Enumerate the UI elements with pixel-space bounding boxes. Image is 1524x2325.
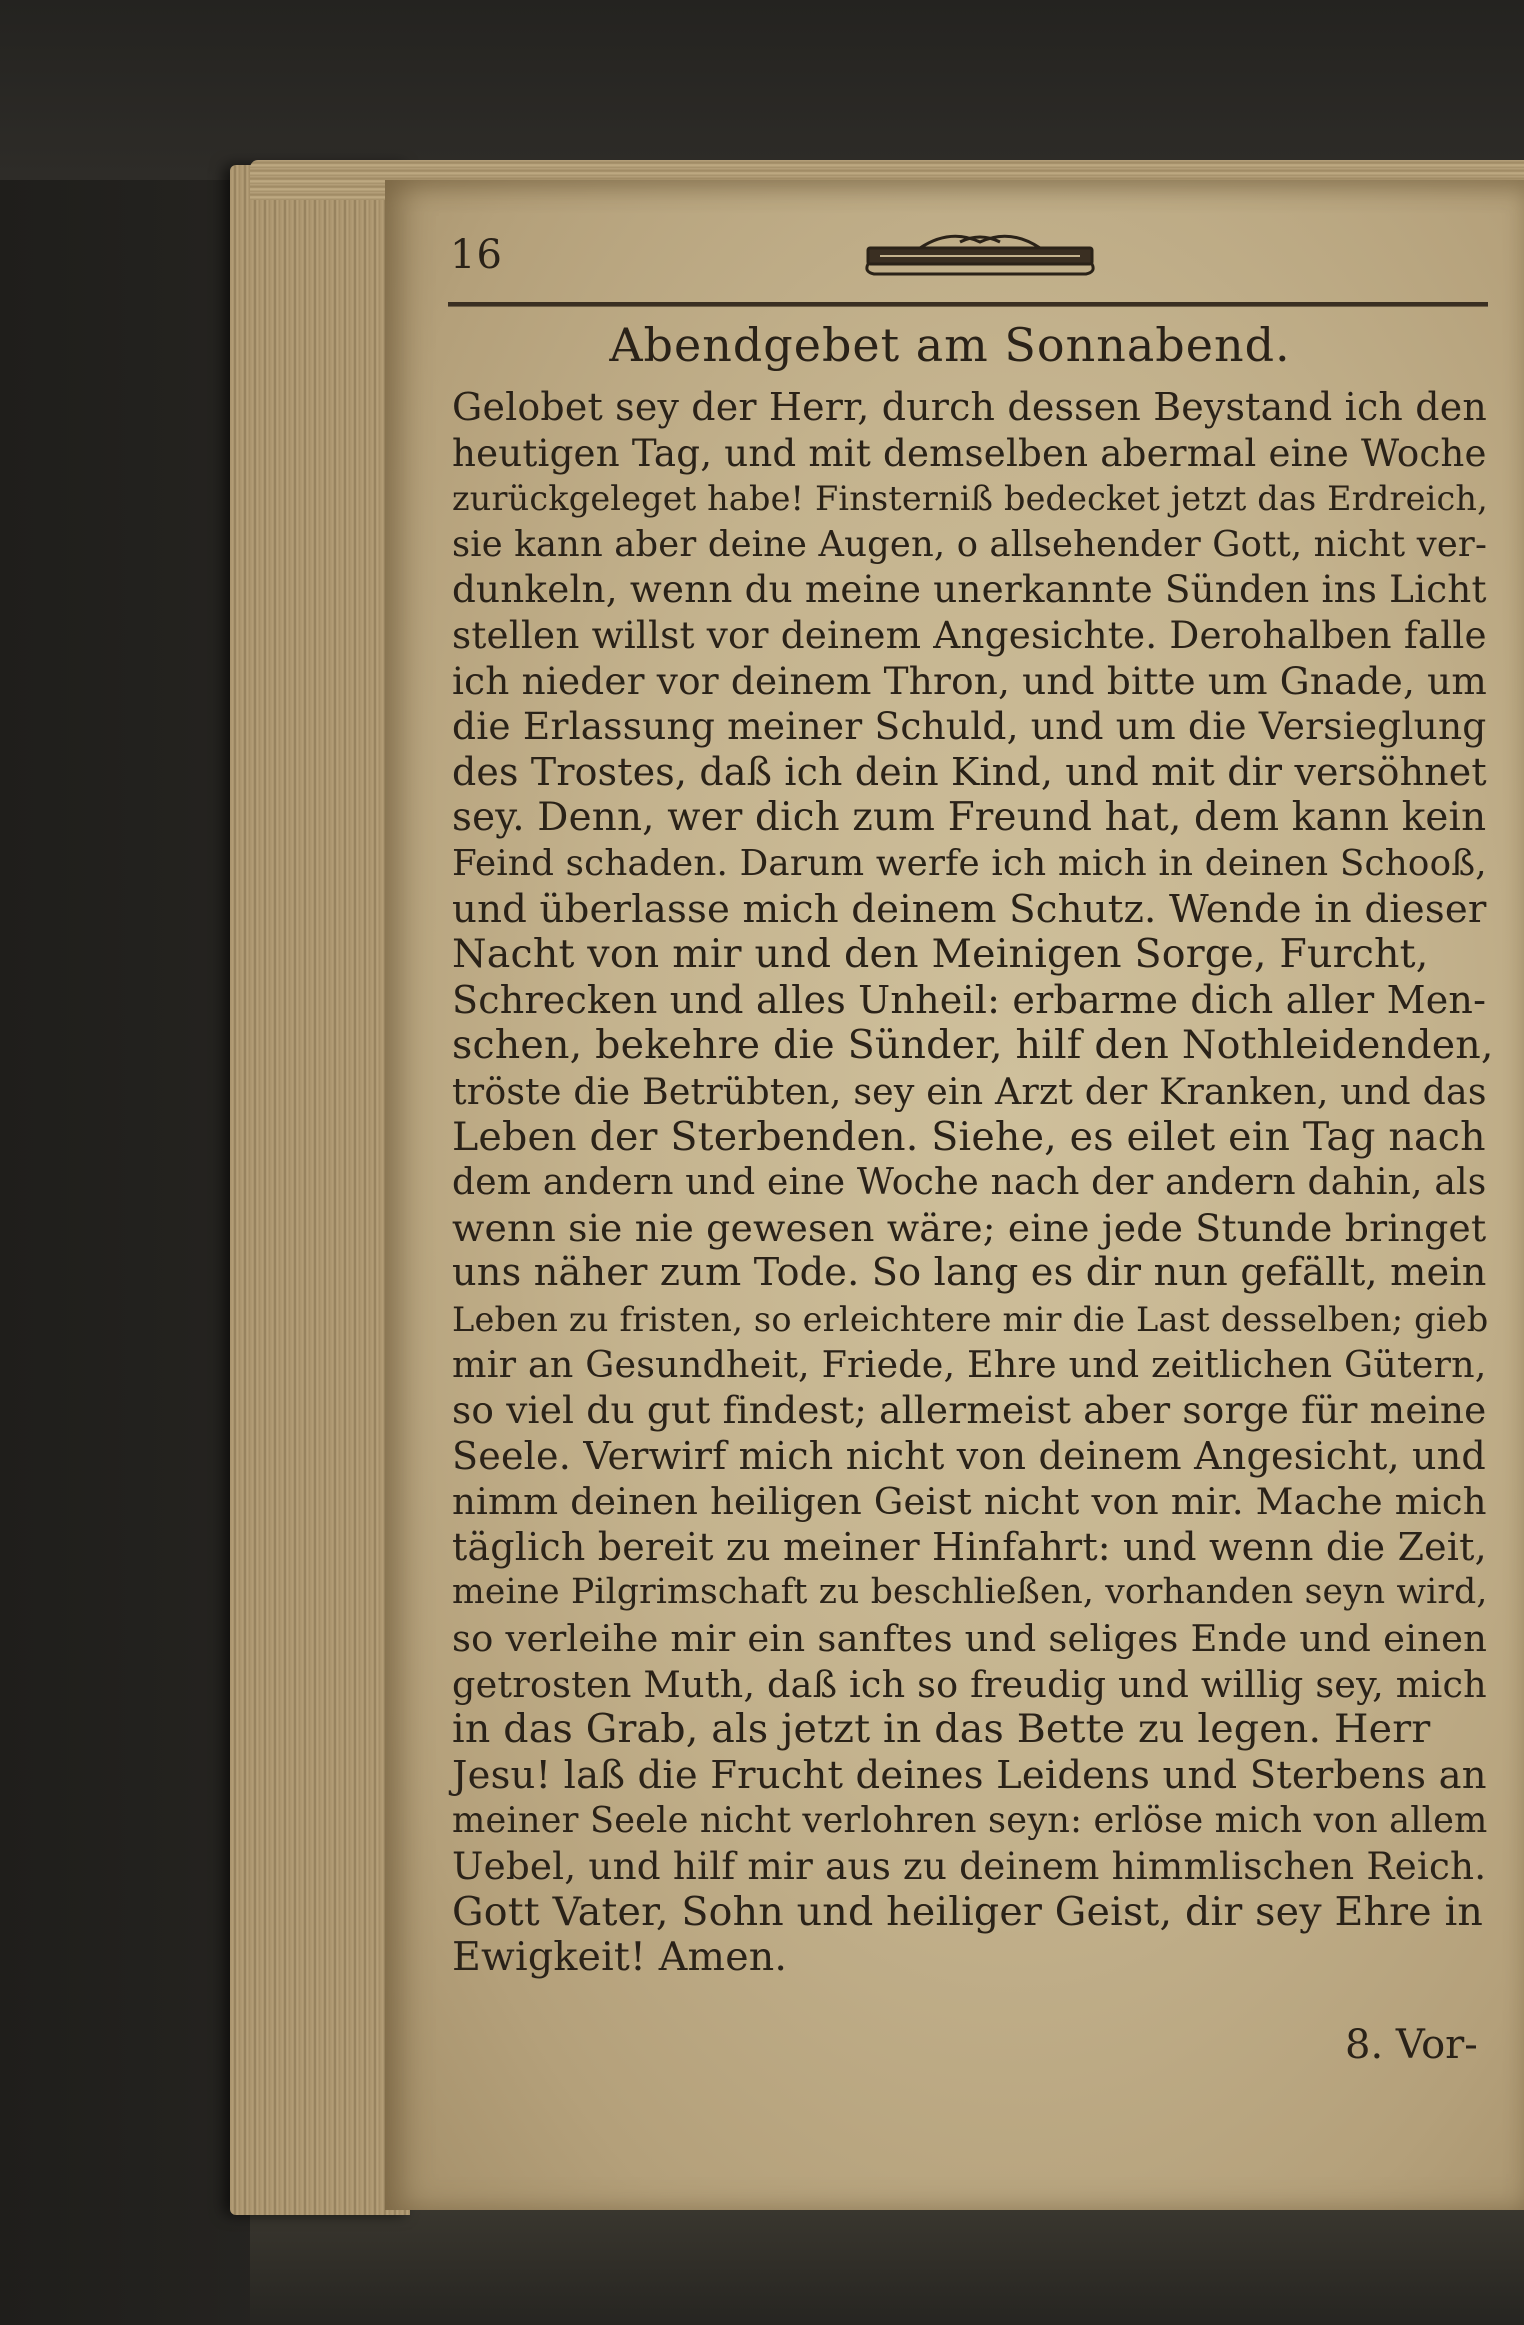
text-line: Gelobet sey der Herr, durch dessen Beystand ich den xyxy=(452,385,1487,429)
catchword: 8. Vor- xyxy=(1345,2022,1478,2068)
text-line: mir an Gesundheit, Friede, Ehre und zeitlichen Gütern, xyxy=(452,1343,1487,1387)
text-line: Leben der Sterbenden. Siehe, es eilet ein Tag nach xyxy=(452,1113,1486,1160)
table-shadow xyxy=(250,2205,1524,2325)
text-line: so viel du gut findest; allermeist aber sorge für meine xyxy=(452,1388,1487,1433)
text-line: Schrecken und alles Unheil: erbarme dich aller Men- xyxy=(452,977,1487,1022)
text-line: dem andern und eine Woche nach der andern dahin, als xyxy=(452,1161,1487,1204)
text-line: und überlasse mich deinem Schutz. Wende in dieser xyxy=(452,886,1487,932)
text-line: Jesu! laß die Frucht deines Leidens und Sterbens an xyxy=(452,1752,1487,1798)
text-line: uns näher zum Tode. So lang es dir nun gefällt, mein xyxy=(452,1251,1487,1296)
text-line: ich nieder vor deinem Thron, und bitte um Gnade, um xyxy=(452,658,1487,703)
text-line: täglich bereit zu meiner Hinfahrt: und wenn die Zeit, xyxy=(452,1524,1487,1569)
text-line: Leben zu fristen, so erleichtere mir die Last desselben; gieb xyxy=(452,1299,1489,1339)
text-line: stellen willst vor deinem Angesichte. Derohalben falle xyxy=(452,612,1487,657)
text-line: die Erlassung meiner Schuld, und um die Versieglung xyxy=(452,704,1487,749)
prayer-text xyxy=(452,385,1497,1981)
text-line: so verleihe mir ein sanftes und seliges Ende und einen xyxy=(452,1617,1488,1661)
ornament-icon xyxy=(860,222,1100,282)
page-block-edges xyxy=(230,165,410,2215)
text-line: zurückgeleget habe! Finsterniß bedecket jetzt das Erdreich, xyxy=(452,479,1488,519)
text-line: getrosten Muth, daß ich so freudig und willig sey, mich xyxy=(452,1662,1487,1706)
text-line: Seele. Verwirf mich nicht von deinem Angesicht, und xyxy=(452,1433,1486,1478)
text-line: meine Pilgrimschaft zu beschließen, vorhanden seyn wird, xyxy=(452,1572,1488,1613)
text-line: Gott Vater, Sohn und heiliger Geist, dir sey Ehre in xyxy=(452,1888,1484,1935)
text-line: Uebel, und hilf mir aus zu deinem himmlischen Reich. xyxy=(452,1844,1487,1888)
text-line: tröste die Betrübten, sey ein Arzt der Kranken, und das xyxy=(452,1069,1487,1113)
text-line: sey. Denn, wer dich zum Freund hat, dem kann kein xyxy=(452,795,1487,841)
text-line: Nacht von mir und den Meinigen Sorge, Furcht, xyxy=(452,931,1429,978)
text-line: nimm deinen heiligen Geist nicht von mir. Mache mich xyxy=(452,1480,1487,1524)
text-line: schen, bekehre die Sünder, hilf den Nothleidenden, xyxy=(452,1022,1494,1069)
page-heading: Abendgebet am Sonnabend. xyxy=(609,318,1291,372)
text-line: meiner Seele nicht verlohren seyn: erlöse mich von allem xyxy=(452,1800,1488,1842)
text-line: dunkeln, wenn du meine unerkannte Sünden ins Licht xyxy=(452,567,1487,612)
text-line: sie kann aber deine Augen, o allsehender Gott, nicht ver- xyxy=(452,523,1488,565)
background xyxy=(0,0,1524,180)
text-line: heutigen Tag, und mit demselben abermal eine Woche xyxy=(452,431,1487,475)
page-number: 16 xyxy=(450,232,503,278)
text-line: Feind schaden. Darum werfe ich mich in deinen Schooß, xyxy=(452,842,1487,884)
header-rule xyxy=(448,302,1488,307)
text-line: in das Grab, als jetzt in das Bette zu legen. Herr xyxy=(452,1706,1431,1753)
text-line: des Trostes, daß ich dein Kind, und mit dir versöhnet xyxy=(452,749,1487,794)
text-line: Ewigkeit! Amen. xyxy=(452,1934,788,1981)
text-line: wenn sie nie gewesen wäre; eine jede Stunde bringet xyxy=(452,1205,1487,1250)
